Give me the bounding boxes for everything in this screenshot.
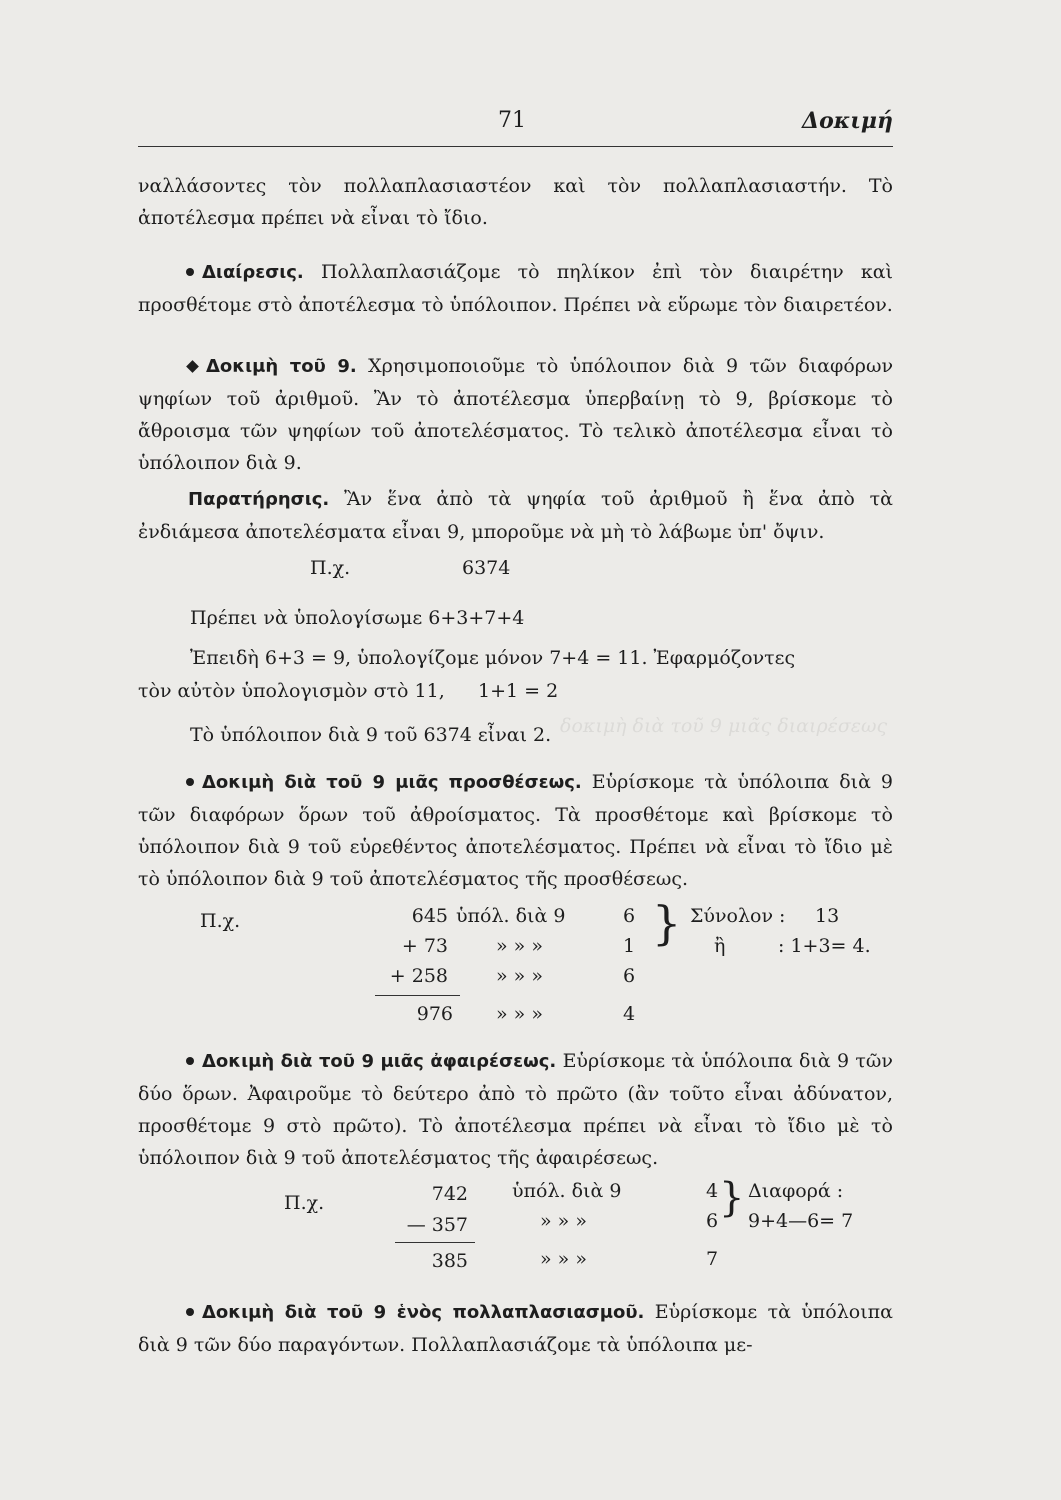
diamond-bullet-icon bbox=[186, 360, 199, 373]
sum-label: Σύνολον : bbox=[690, 905, 786, 927]
multiplication-label: Δοκιμὴ διὰ τοῦ 9 ἑνὸς πολλαπλασιασμοῦ. bbox=[202, 1302, 645, 1323]
bleed-through-text: δοκιμὴ διὰ τοῦ 9 μιᾶς διαιρέσεως bbox=[560, 715, 888, 737]
paragraph-intro bbox=[138, 170, 893, 234]
intro-text: ναλλάσοντες τὸν πολλαπλασιαστέον καὶ τὸν πολλαπλασιαστήν. Τὸ ἀποτέλεσμα πρέπει νὰ εἶναι τὸ ἴδιο. bbox=[138, 175, 893, 229]
sub-row-rem-label: » » » bbox=[540, 1248, 587, 1270]
sub-example-label: Π.χ. bbox=[284, 1192, 325, 1214]
add-row-rem-label: » » » bbox=[496, 965, 543, 987]
ex1-line3b: 1+1 = 2 bbox=[478, 680, 559, 702]
add-row-rem-label: ὑπόλ. διὰ 9 bbox=[456, 905, 566, 927]
difference-value: 9+4—6= 7 bbox=[748, 1210, 854, 1232]
right-brace-icon: } bbox=[652, 896, 682, 950]
paragraph-test9 bbox=[138, 350, 893, 479]
add-row-number: + 73 bbox=[401, 935, 448, 957]
sub-row-rem-label: » » » bbox=[540, 1210, 587, 1232]
ex1-label: Π.χ. bbox=[310, 557, 351, 579]
remark-text: Ἂν ἕνα ἀπὸ τὰ ψηφία τοῦ ἀριθμοῦ ἢ ἕνα ἀπὸ τὰ ἐνδιάμεσα ἀποτελέσματα εἶναι 9, μποροῦμε νὰ μὴ τὸ λάβωμε ὑπ' ὄψιν. bbox=[138, 488, 893, 543]
paragraph-addition bbox=[138, 766, 893, 895]
right-brace-icon: } bbox=[719, 1175, 745, 1221]
add-example-label: Π.χ. bbox=[200, 910, 241, 932]
sum-value: 13 bbox=[815, 905, 840, 927]
add-row-rem: 1 bbox=[623, 935, 636, 957]
difference-rule bbox=[395, 1242, 475, 1243]
addition-label: Δοκιμὴ διὰ τοῦ 9 μιᾶς προσθέσεως. bbox=[202, 772, 582, 793]
sub-row-number: — 357 bbox=[406, 1214, 468, 1236]
running-title: Δοκιμή bbox=[802, 108, 893, 134]
test9-text: Χρησιμοποιοῦμε τὸ ὑπόλοιπον διὰ 9 τῶν διαφόρων ψηφίων τοῦ ἀριθμοῦ. Ἂν τὸ ἀποτέλεσμα ὑπερβαίνῃ τὸ 9, βρίσκομε τὸ ἄθροισμα τῶν ψηφίων τοῦ ἀποτελέσματος. Τὸ τελικὸ ἀποτέλεσμα εἶναι τὸ ὑπόλοιπον διὰ 9. bbox=[138, 355, 894, 474]
add-row-rem-label: » » » bbox=[496, 935, 543, 957]
sum-rule bbox=[375, 995, 460, 996]
paragraph-subtraction bbox=[138, 1045, 893, 1174]
paragraph-multiplication bbox=[138, 1296, 893, 1361]
ex1-line2: Ἐπειδὴ 6+3 = 9, ὑπολογίζομε μόνον 7+4 = 11. Ἐφαρμόζοντες bbox=[190, 647, 796, 669]
add-row-rem: 4 bbox=[623, 1003, 636, 1025]
sub-row-rem: 6 bbox=[706, 1210, 719, 1232]
division-label: Διαίρεσις. bbox=[202, 262, 304, 283]
add-row-number: + 258 bbox=[389, 965, 448, 987]
remark-label: Παρατήρησις. bbox=[188, 489, 330, 510]
difference-label: Διαφορά : bbox=[748, 1180, 844, 1202]
bullet-icon bbox=[186, 268, 194, 276]
multiplication-text: Εὑρίσκομε τὰ ὑπόλοιπα διὰ 9 τῶν δύο παραγόντων. Πολλαπλασιάζομε τὰ ὑπόλοιπα με- bbox=[138, 1301, 893, 1356]
sub-row-number: 385 bbox=[431, 1250, 468, 1272]
division-text: Πολλαπλασιάζομε τὸ πηλίκον ἐπὶ τὸν διαιρέτην καὶ προσθέτομε στὸ ἀποτέλεσμα τὸ ὑπόλοιπον. Πρέπει νὰ εὕρωμε τὸν διαιρετέον. bbox=[138, 261, 893, 316]
test9-label: Δοκιμὴ τοῦ 9. bbox=[206, 356, 357, 377]
bullet-icon bbox=[186, 1308, 194, 1316]
subtraction-label: Δοκιμὴ διὰ τοῦ 9 μιᾶς ἀφαιρέσεως. bbox=[202, 1051, 557, 1072]
add-row-rem: 6 bbox=[623, 905, 636, 927]
or-value: : 1+3= 4. bbox=[778, 935, 871, 957]
subtraction-text: Εὑρίσκομε τὰ ὑπόλοιπα διὰ 9 τῶν δύο ὅρων. Ἀφαιροῦμε τὸ δεύτερο ἀπὸ τὸ πρῶτο (ἂν τοῦτο εἶναι ἀδύνατον, προσθέτομε 9 στὸ πρῶτο). Τὸ ἀποτέλεσμα πρέπει νὰ εἶναι τὸ ἴδιο μὲ τὸ ὑπόλοιπον διὰ 9 τοῦ ἀποτελέσματος τῆς ἀφαιρέσεως. bbox=[138, 1050, 893, 1169]
add-row-number: 645 bbox=[411, 905, 448, 927]
paragraph-division bbox=[138, 256, 893, 321]
ex1-line4: Τὸ ὑπόλοιπον διὰ 9 τοῦ 6374 εἶναι 2. bbox=[190, 724, 552, 746]
page-number: 71 bbox=[498, 108, 526, 133]
add-row-number: 976 bbox=[416, 1003, 453, 1025]
add-row-rem: 6 bbox=[623, 965, 636, 987]
sub-row-rem: 7 bbox=[706, 1248, 719, 1270]
ex1-line1: Πρέπει νὰ ὑπολογίσωμε 6+3+7+4 bbox=[190, 607, 525, 629]
or-label: ἢ bbox=[714, 935, 726, 957]
sub-row-rem: 4 bbox=[706, 1180, 719, 1202]
sub-row-number: 742 bbox=[431, 1183, 468, 1205]
add-row-rem-label: » » » bbox=[496, 1003, 543, 1025]
sub-row-rem-label: ὑπόλ. διὰ 9 bbox=[512, 1180, 622, 1202]
ex1-number: 6374 bbox=[462, 557, 511, 579]
paragraph-remark bbox=[138, 483, 893, 548]
addition-text: Εὑρίσκομε τὰ ὑπόλοιπα διὰ 9 τῶν διαφόρων ὅρων τοῦ ἀθροίσματος. Τὰ προσθέτομε καὶ βρίσκομε τὸ ὑπόλοιπον διὰ 9 τοῦ εὑρεθέντος ἀποτελέσματος. Πρέπει νὰ εἶναι τὸ ἴδιο μὲ τὸ ὑπόλοιπον διὰ 9 τοῦ ἀποτελέσματος τῆς προσθέσεως. bbox=[138, 771, 893, 890]
bullet-icon bbox=[186, 778, 194, 786]
page-header bbox=[138, 106, 893, 147]
ex1-line3: τὸν αὐτὸν ὑπολογισμὸν στὸ 11, bbox=[138, 680, 445, 702]
bullet-icon bbox=[186, 1057, 194, 1065]
